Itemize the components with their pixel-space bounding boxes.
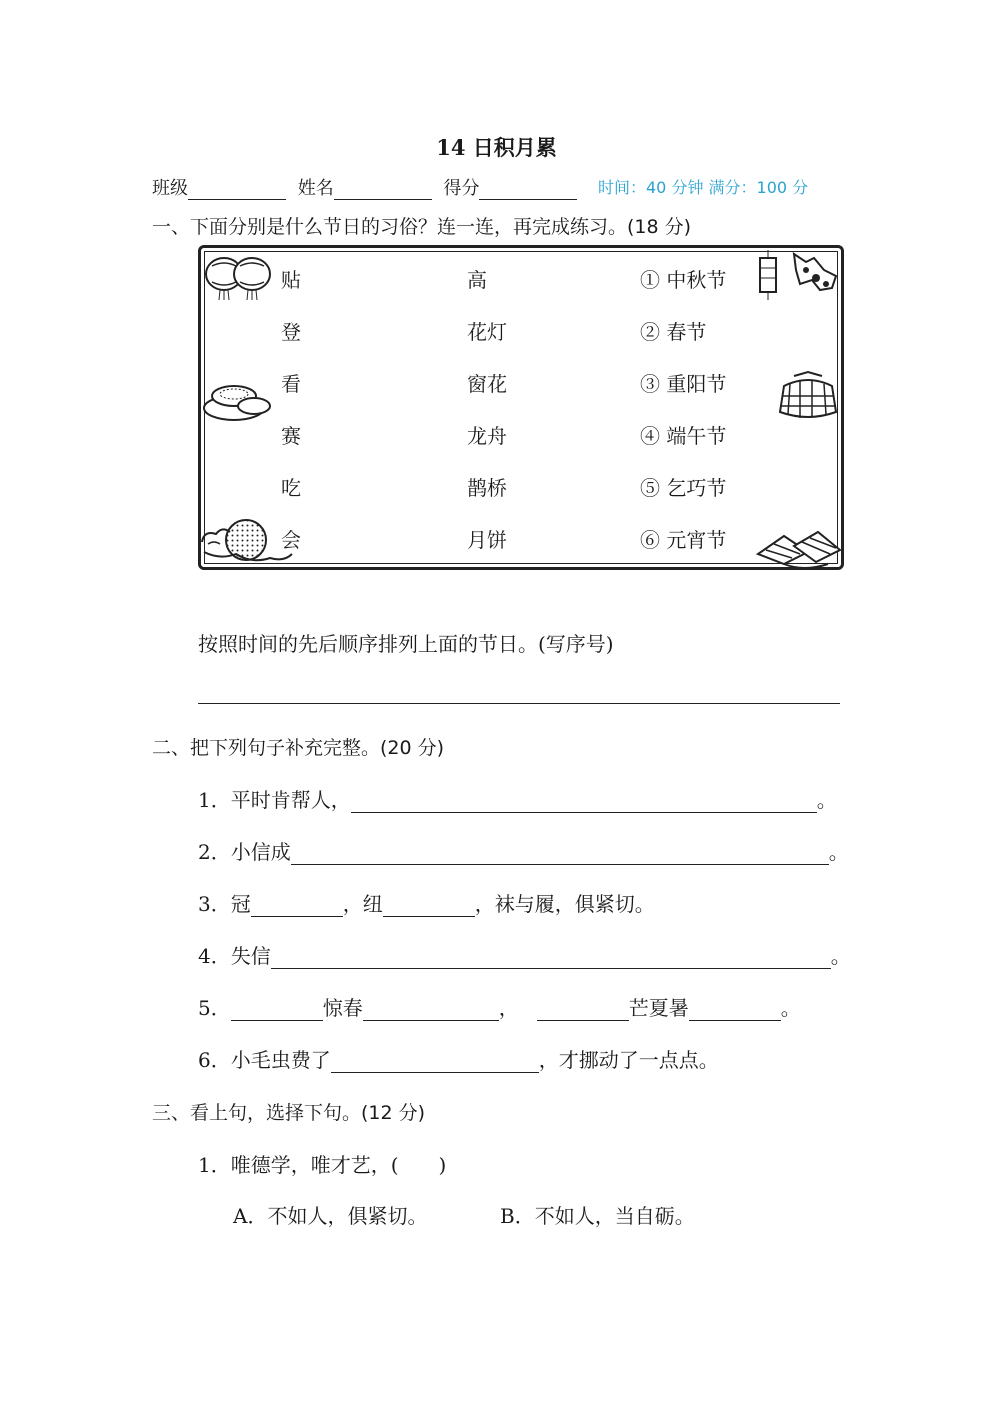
question-row bbox=[198, 836, 849, 865]
question-row bbox=[198, 1044, 719, 1073]
name-field[interactable] bbox=[334, 181, 432, 200]
answer-blank[interactable] bbox=[537, 998, 629, 1021]
order-answer-line[interactable] bbox=[198, 703, 840, 704]
festival-item[interactable]: ④ 端午节 bbox=[640, 424, 727, 448]
option-a[interactable]: A．不如人，俱紧切。 bbox=[233, 1204, 428, 1228]
mooncake-icon bbox=[202, 378, 274, 426]
question-number: 3． bbox=[198, 892, 231, 916]
question-number: 1． bbox=[198, 788, 231, 812]
question-text: 失信 bbox=[230, 944, 271, 968]
question-number: 6． bbox=[198, 1048, 231, 1072]
question-number: 1． bbox=[198, 1153, 231, 1177]
object-item[interactable]: 鹊桥 bbox=[467, 476, 507, 500]
section1-heading: 一、下面分别是什么节日的习俗？连一连，再完成练习。(18 分) bbox=[152, 216, 692, 238]
zongzi-icon bbox=[754, 524, 844, 572]
score-field[interactable] bbox=[479, 181, 577, 200]
section3-heading: 三、看上句，选择下句。(12 分) bbox=[152, 1102, 426, 1124]
verb-item[interactable]: 登 bbox=[281, 320, 301, 344]
section2-heading: 二、把下列句子补充完整。(20 分) bbox=[152, 737, 445, 759]
lantern-cage-icon bbox=[774, 372, 842, 424]
info-line bbox=[152, 174, 583, 200]
answer-blank[interactable] bbox=[251, 894, 343, 917]
period: 。 bbox=[828, 840, 849, 864]
question-number: 4． bbox=[198, 944, 231, 968]
question-number: 5． bbox=[198, 996, 231, 1020]
question-text: ，才挪动了一点点。 bbox=[538, 1048, 719, 1072]
question-text: 小毛虫费了 bbox=[230, 1048, 331, 1072]
verb-item[interactable]: 会 bbox=[281, 528, 301, 552]
answer-blank[interactable] bbox=[271, 946, 831, 969]
question-row bbox=[198, 1149, 446, 1178]
period: 。 bbox=[780, 996, 801, 1020]
question-number: 2． bbox=[198, 840, 231, 864]
answer-blank[interactable] bbox=[351, 790, 817, 813]
object-item[interactable]: 月饼 bbox=[467, 528, 507, 552]
question-text: 芒夏暑 bbox=[628, 996, 689, 1020]
question-text: 小信成 bbox=[230, 840, 291, 864]
lantern-icon bbox=[202, 252, 276, 304]
object-item[interactable]: 花灯 bbox=[467, 320, 507, 344]
festival-item[interactable]: ② 春节 bbox=[640, 320, 707, 344]
answer-blank[interactable] bbox=[291, 842, 829, 865]
question-row bbox=[198, 784, 837, 813]
festival-item[interactable]: ① 中秋节 bbox=[640, 268, 727, 292]
answer-blank[interactable] bbox=[363, 998, 499, 1021]
object-item[interactable]: 窗花 bbox=[467, 372, 507, 396]
verb-item[interactable]: 赛 bbox=[281, 424, 301, 448]
festival-item[interactable]: ③ 重阳节 bbox=[640, 372, 727, 396]
answer-blank[interactable] bbox=[331, 1050, 539, 1073]
score-label: 得分 bbox=[443, 178, 480, 199]
verb-item[interactable]: 吃 bbox=[281, 476, 301, 500]
festival-item[interactable]: ⑥ 元宵节 bbox=[640, 528, 727, 552]
question-text: 唯德学，唯才艺，( ) bbox=[230, 1153, 447, 1177]
question-row bbox=[198, 992, 801, 1021]
verb-item[interactable]: 贴 bbox=[281, 268, 301, 292]
period: 。 bbox=[816, 788, 837, 812]
name-label: 姓名 bbox=[297, 178, 334, 199]
question-text: ， bbox=[498, 996, 519, 1020]
answer-blank[interactable] bbox=[231, 998, 323, 1021]
object-item[interactable]: 高 bbox=[467, 268, 487, 292]
answer-blank[interactable] bbox=[689, 998, 781, 1021]
verb-item[interactable]: 看 bbox=[281, 372, 301, 396]
question-row bbox=[198, 940, 851, 969]
class-label: 班级 bbox=[152, 178, 188, 199]
time-info: 时间：40 分钟 满分：100 分 bbox=[598, 178, 809, 197]
object-item[interactable]: 龙舟 bbox=[467, 424, 507, 448]
page-title: 14 日积月累 bbox=[436, 135, 557, 160]
question-row bbox=[198, 888, 655, 917]
question-text: ，袜与履，俱紧切。 bbox=[474, 892, 655, 916]
answer-blank[interactable] bbox=[383, 894, 475, 917]
option-b[interactable]: B．不如人，当自砺。 bbox=[500, 1204, 695, 1228]
festival-item[interactable]: ⑤ 乞巧节 bbox=[640, 476, 727, 500]
question-text: 惊春 bbox=[322, 996, 363, 1020]
order-instruction: 按照时间的先后顺序排列上面的节日。(写序号) bbox=[198, 632, 614, 656]
question-text: 冠 bbox=[230, 892, 251, 916]
question-text: 平时肯帮人， bbox=[230, 788, 351, 812]
class-field[interactable] bbox=[188, 181, 286, 200]
firecracker-icon bbox=[754, 248, 842, 302]
question-text: ，纽 bbox=[342, 892, 383, 916]
period: 。 bbox=[830, 944, 851, 968]
